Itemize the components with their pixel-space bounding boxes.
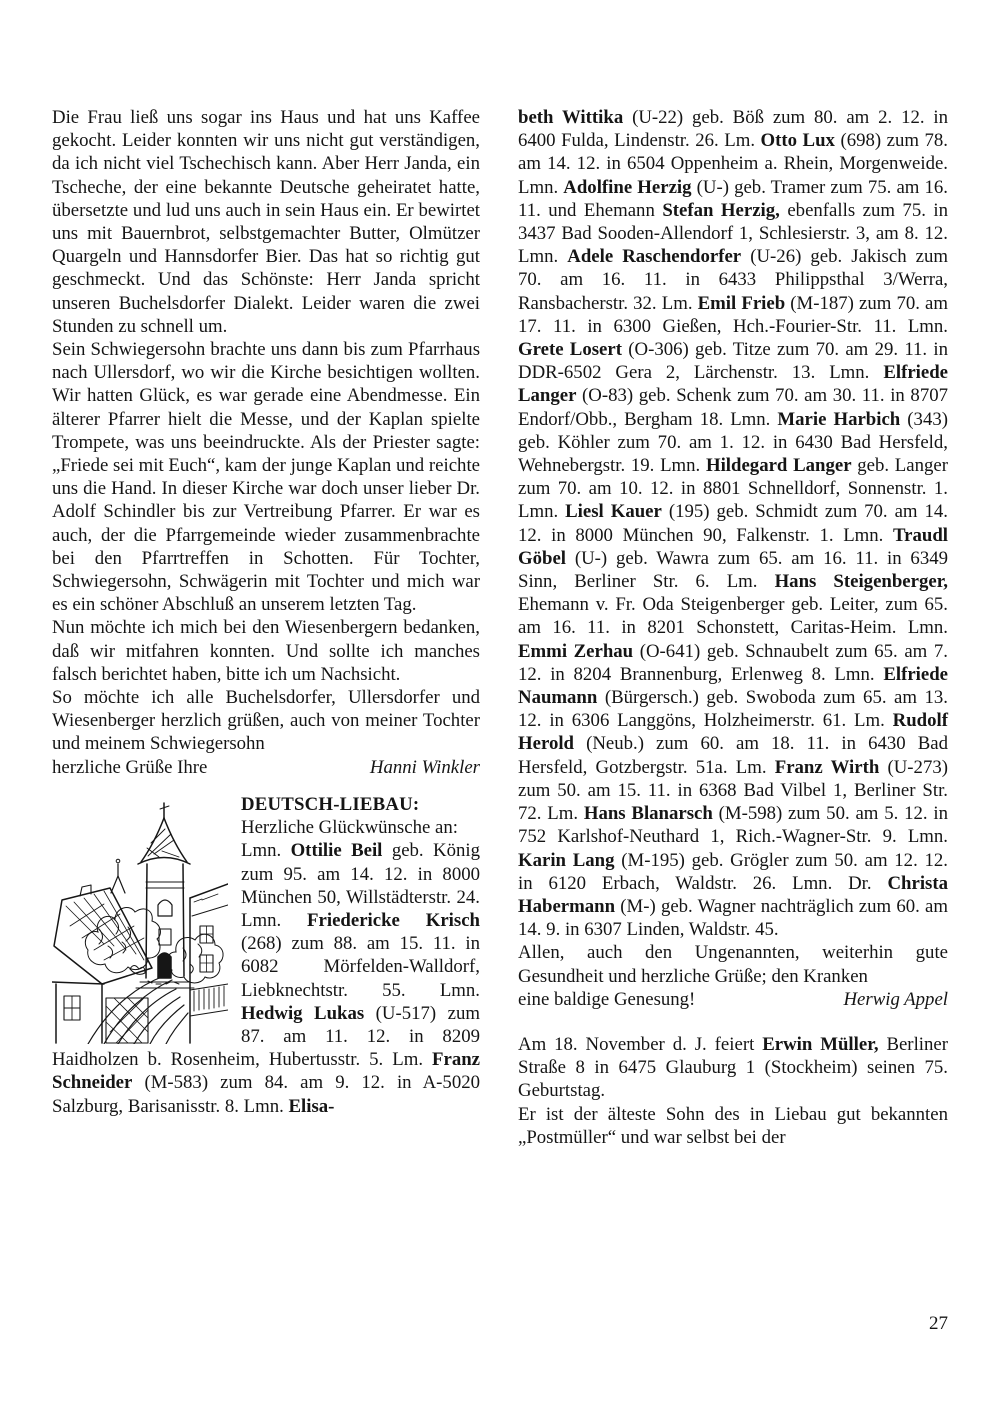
congrats-signature: Herwig Appel: [843, 988, 948, 1010]
letter-paragraph: Die Frau ließ uns sogar ins Haus und hat uns Kaffee gekocht. Leider konnten wir uns nicht gut verständigen, da ich nicht viel Tschechisch kann. Aber Herr Janda, ein Tscheche, der eine bekannte Deutsche geheiratet hatte, übersetzte und lud uns auch in sein Haus ein. Er bewirtet uns mit Bauernbrot, selbstgemachter Butter, Olmützer Quargeln und Hannsdorfer Bier. Das hat so richtig gut geschmeckt. Und das Schönste: Herr Janda spricht unseren Buchelsdorfer Dialekt. Leider waren die zwei Stunden zu schnell um.: [52, 107, 480, 337]
left-column: [52, 106, 480, 1149]
letter-signature: Hanni Winkler: [369, 756, 480, 778]
church-street-drawing-svg: [52, 798, 228, 1044]
section-heading: DEUTSCH-LIEBAU:: [241, 793, 420, 815]
mueller-paragraph: Er ist der älteste Sohn des in Liebau gut bekannten „Postmüller“ und war selbst bei der: [518, 1103, 948, 1148]
church-street-illustration: [52, 798, 228, 1044]
congrats-intro: Herzliche Glückwünsche an:: [241, 817, 458, 839]
congrats-list-left: Lmn. Ottilie Beil geb. König zum 95. am 14. 12. in 8000 München 50, Willstädterstr. 24. Lmn. Friedericke Krisch (268) zum 88. am 15. 11. in 6082 Mörfelden-Walldorf, Liebknechtstr. 55. Lmn. Hedwig Lukas (U-517) zum 87. am 11. 12. in 8209 Haidholzen b. Rosenheim, Hubertusstr. 5. Lm. Franz Schneider (M-583) zum 84. am 9. 12. in A-5020 Salzburg, Barisanisstr. 8. Lmn. Elisa-: [52, 840, 480, 1117]
congrats-section: [52, 793, 480, 1118]
congrats-signature-line: [518, 988, 948, 1011]
right-column: [518, 106, 948, 1149]
congrats-wishes: Allen, auch den Ungenannten, weiterhin gute Gesundheit und herzliche Grüße; den Kranken: [518, 942, 948, 987]
letter-closing-lead: herzliche Grüße Ihre: [52, 756, 208, 778]
mueller-paragraph: Am 18. November d. J. feiert Erwin Müller, Berliner Straße 8 in 6475 Glauburg 1 (Stockheim) seinen 75. Geburtstag.: [518, 1033, 948, 1102]
letter-paragraph: Sein Schwiegersohn brachte uns dann bis zum Pfarrhaus nach Ullersdorf, wo wir die Kirche besichtigen wollten. Wir hatten Glück, es war gerade eine Abendmesse. Ein älterer Pfarrer hielt die Messe, und der Kaplan spielte Trompete, was uns beeindruckte. Als der Priester sagte: „Friede sei mit Euch“, kam der junge Kaplan und reichte uns die Hand. In dieser Kirche war doch unser lieber Dr. Adolf Schindler bis zur Vertreibung Pfarrer. Er war es auch, der die Pfarrgemeinde wieder zusammenbrachte bei den Pfarrtreffen in Schotten. Für Tochter, Schwiegersohn, Schwägerin mit Tochter und mich war es ein schöner Abschluß an unserem letzten Tag.: [52, 339, 480, 616]
page-number: 27: [929, 1313, 948, 1334]
congrats-wishes-last-line: eine baldige Genesung!: [518, 988, 696, 1010]
letter-signature-line: [52, 756, 480, 779]
letter-paragraph: Nun möchte ich mich bei den Wiesenbergern bedanken, daß wir mitfahren konnten. Und sollte ich manches falsch berichtet haben, bitte ich um Nachsicht.: [52, 617, 480, 685]
paragraph-gap: [518, 1011, 948, 1033]
text-columns: [52, 106, 948, 1149]
congrats-list-right: beth Wittika (U-22) geb. Böß zum 80. am 2. 12. in 6400 Fulda, Lindenstr. 26. Lm. Otto Lux (698) zum 78. am 14. 12. in 6504 Oppenheim a. Rhein, Morgenweide. Lmn. Adolfine Herzig (U-) geb. Tramer zum 75. am 16. 11. und Ehemann Stefan Herzig, ebenfalls zum 75. in 3437 Bad Sooden-Allendorf 1, Schlesierstr. 3, am 8. 12. Lmn. Adele Raschendorfer (U-26) geb. Jakisch zum 70. am 16. 11. in 6433 Philippsthal 3/Werra, Ransbacherstr. 32. Lm. Emil Frieb (M-187) zum 70. am 17. 11. in 6300 Gießen, Hch.-Fourier-Str. 11. Lmn. Grete Losert (O-306) geb. Titze zum 70. am 29. 11. in DDR-6502 Gera 2, Lärchenstr. 13. Lmn. Elfriede Langer (O-83) geb. Schenk zum 70. am 30. 11. in 8707 Endorf/Obb., Bergham 18. Lmn. Marie Harbich (343) geb. Köhler zum 70. am 1. 12. in 6430 Bad Hersfeld, Wehnebergstr. 19. Lmn. Hildegard Langer geb. Langer zum 70. am 10. 12. in 8801 Schnelldorf, Sonnenstr. 1. Lmn. Liesl Kauer (195) geb. Schmidt zum 70. am 14. 12. in 8000 München 90, Falkenstr. 1. Lmn. Traudl Göbel (U-) geb. Wawra zum 65. am 16. 11. in 6349 Sinn, Berliner Str. 6. Lm. Hans Steigenberger, Ehemann v. Fr. Oda Steigenberger geb. Leiter, zum 65. am 16. 11. in 8201 Schonstett, Caritas-Heim. Lmn. Emmi Zerhau (O-641) geb. Schnaubelt zum 65. am 7. 12. in 8204 Brannenburg, Erlenweg 8. Lmn. Elfriede Naumann (Bürgersch.) geb. Swoboda zum 65. am 13. 12. in 6306 Langgöns, Holzheimerstr. 61. Lm. Rudolf Herold (Neub.) zum 60. am 18. 11. in 6430 Bad Hersfeld, Gotzbergstr. 51a. Lm. Franz Wirth (U-273) zum 50. am 15. 11. in 6368 Bad Vilbel 1, Berliner Str. 72. Lm. Hans Blanarsch (M-598) zum 50. am 5. 12. in 752 Karlshof-Neuthard 1, Rich.-Wagner-Str. 9. Lmn. Karin Lang (M-195) geb. Grögler zum 50. am 12. 12. in 6120 Erbach, Waldstr. 26. Lmn. Dr. Christa Habermann (M-) geb. Wagner nachträglich zum 60. am 14. 9. in 6307 Linden, Waldstr. 45.: [518, 107, 948, 941]
letter-paragraph: So möchte ich alle Buchelsdorfer, Ullersdorfer und Wiesenberger herzlich grüßen, auch von meiner Tochter und meinem Schwiegersohn: [52, 687, 480, 755]
